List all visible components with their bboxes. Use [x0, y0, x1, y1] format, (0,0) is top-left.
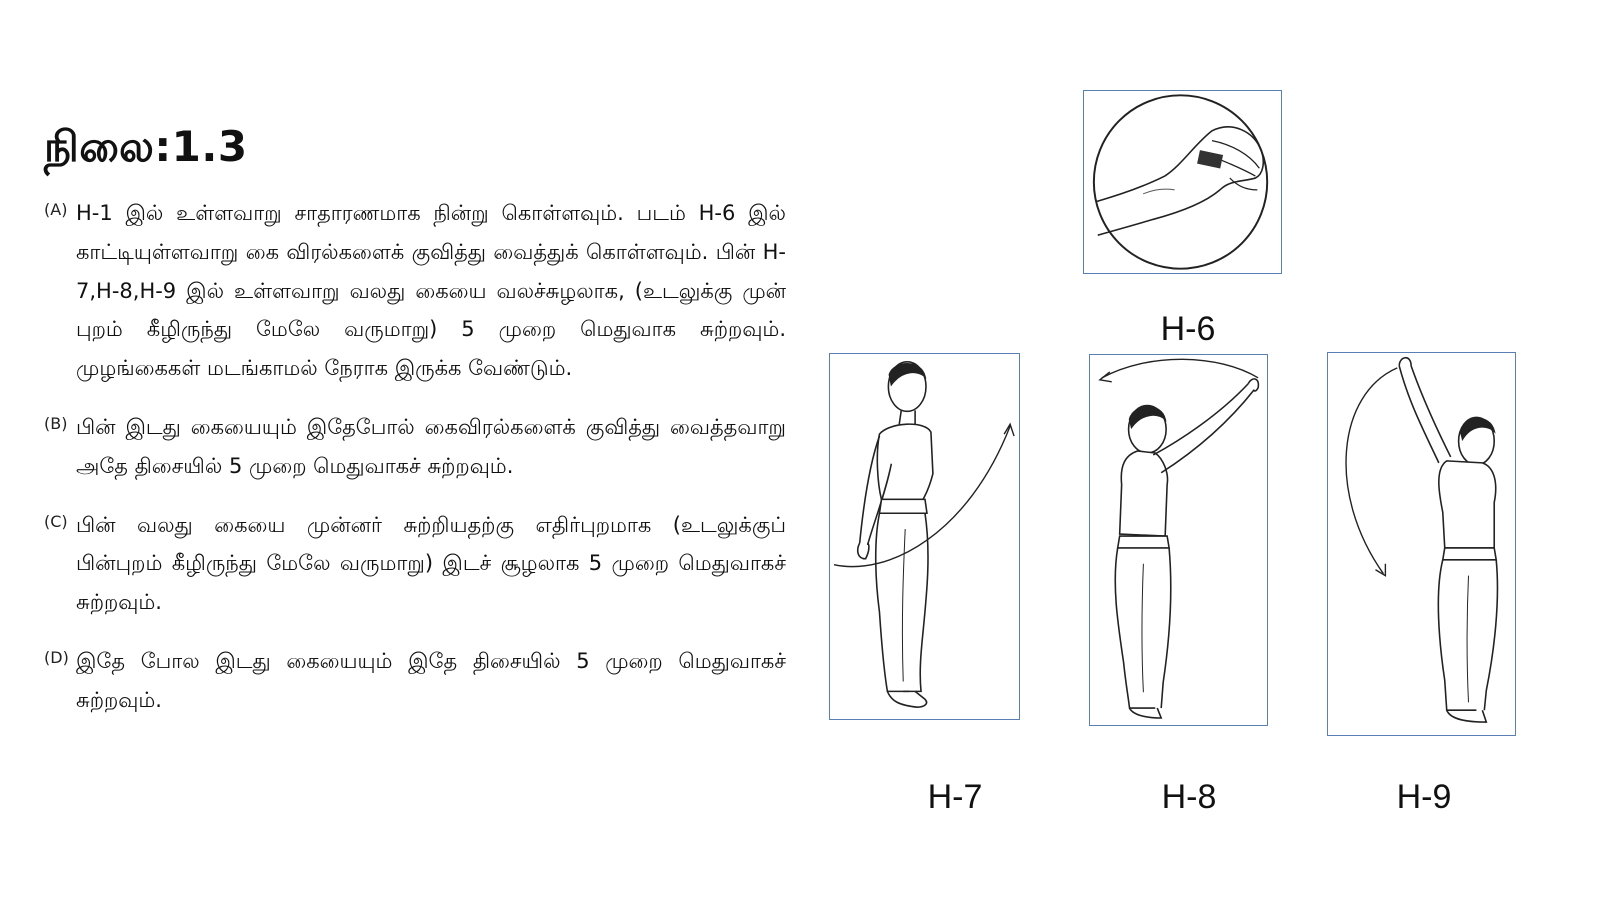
step-text: H-1 இல் உள்ளவாறு சாதாரணமாக நின்று கொள்ளவும். படம் H-6 இல் காட்டியுள்ளவாறு கை விரல்களைக் குவித்து வைத்துக் கொள்ளவும். பின் H-7,H-8,H-9 இல் உள்ளவாறு வலது கையை வலச்சுழலாக, (உடலுக்கு முன் புறம் கீழிருந்து மேலே வருமாறு) 5 முறை மெதுவாக சுற்றவும். முழங்கைகள் மடங்காமல் நேராக இருக்க வேண்டும்.	[76, 201, 787, 381]
step-marker: (D)	[44, 647, 69, 667]
figure-h9-caption: H-9	[1396, 778, 1452, 816]
step-text: இதே போல இடது கையையும் இதே திசையில் 5 முறை மெதுவாகச் சுற்றவும்.	[76, 648, 786, 712]
figure-h7-frame	[829, 353, 1020, 720]
step-a	[44, 194, 786, 388]
step-c	[44, 506, 786, 622]
step-text: பின் வலது கையை முன்னர் சுற்றியதற்கு எதிர்புறமாக (உடலுக்குப் பின்புறம் கீழிருந்து மேலே வருமாறு) இடச் சூழலாக 5 முறை மெதுவாகச் சுற்றவும்.	[76, 512, 786, 615]
figure-h8-frame	[1089, 354, 1268, 726]
step-marker: (A)	[44, 200, 68, 219]
step-text: பின் இடது கையையும் இதேபோல் கைவிரல்களைக் குவித்து வைத்தவாறு அதே திசையில் 5 முறை மெதுவாகச் சுற்றவும்.	[76, 414, 786, 478]
standing-figure-h7-illustration	[830, 354, 1019, 719]
step-marker: (C)	[44, 511, 68, 531]
standing-figure-h8-illustration	[1090, 355, 1267, 725]
figure-h9-frame	[1327, 352, 1516, 736]
page-title: நிலை:1.3	[44, 122, 248, 171]
figure-h8-caption: H-8	[1161, 778, 1217, 816]
standing-figure-h9-illustration	[1328, 353, 1515, 735]
step-d	[44, 642, 786, 720]
figure-h6-frame	[1083, 90, 1282, 274]
hand-gesture-illustration	[1084, 91, 1281, 273]
figure-h7-caption: H-7	[927, 778, 983, 816]
figure-h6-caption: H-6	[1160, 310, 1216, 348]
step-marker: (B)	[44, 413, 68, 433]
instruction-list	[44, 194, 786, 740]
step-b	[44, 408, 786, 486]
